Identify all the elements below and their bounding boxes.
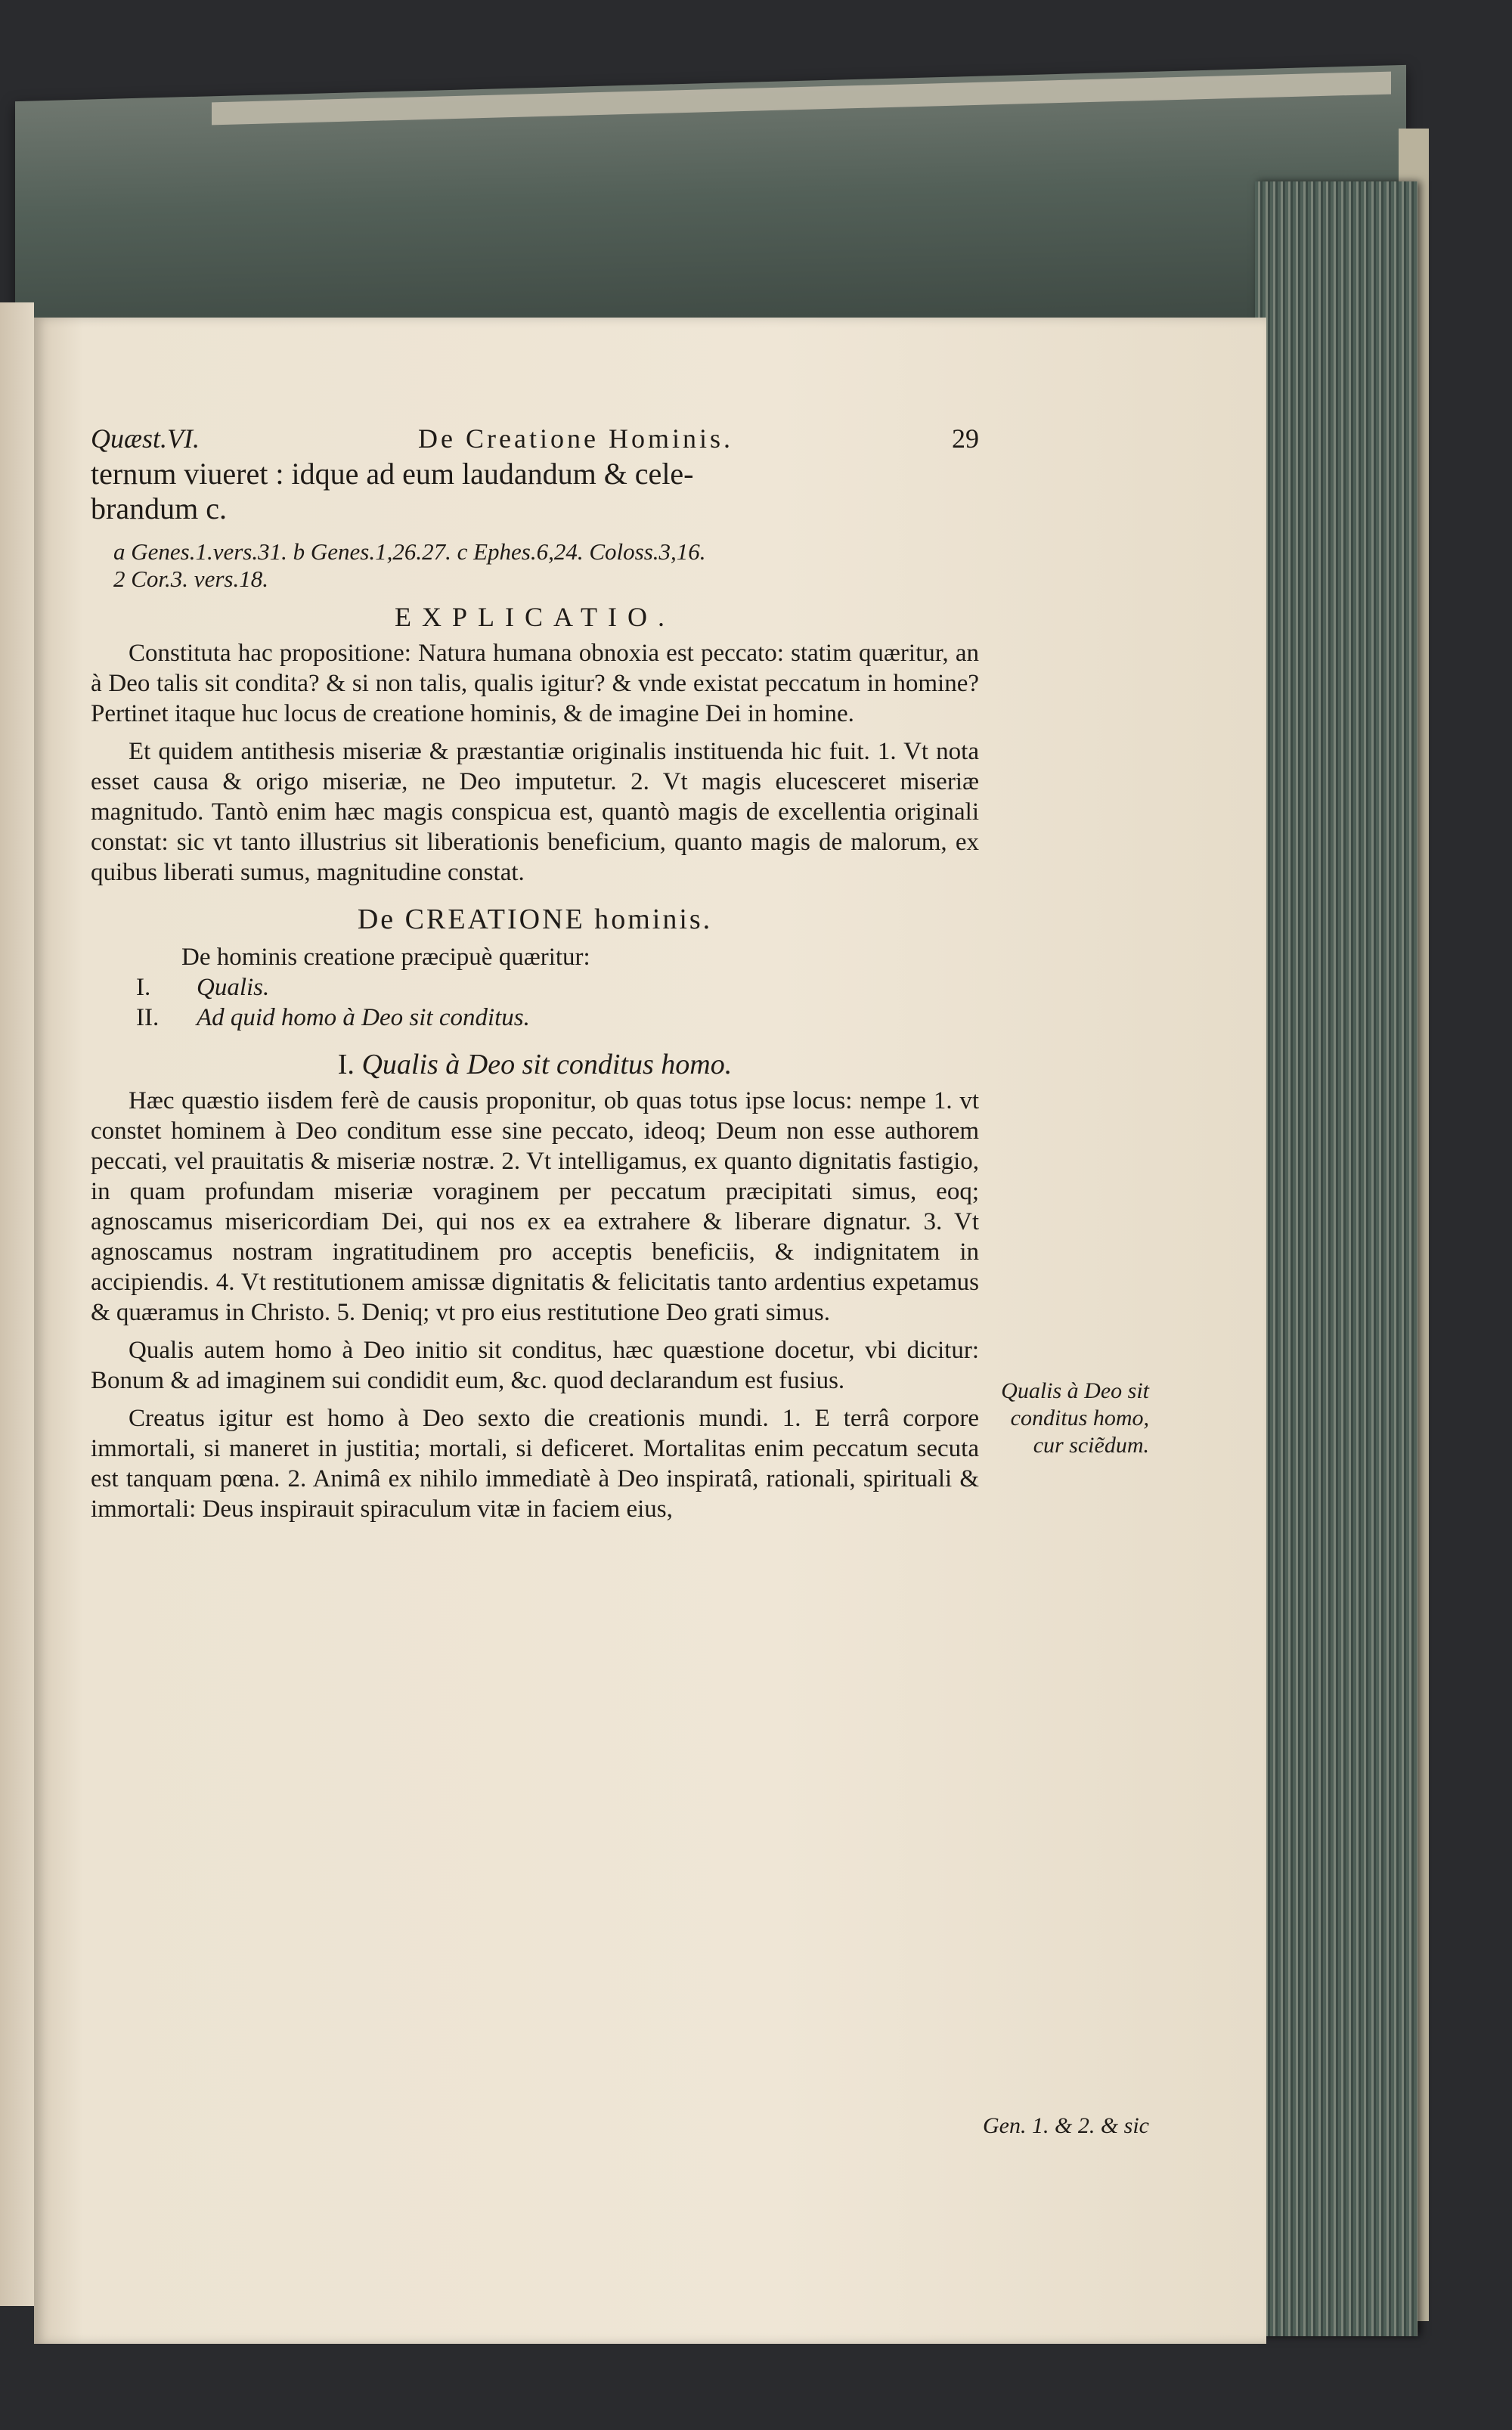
- subheading: [91, 1049, 979, 1080]
- section-heading: De CREATIONE hominis.: [357, 904, 713, 935]
- list-item: [136, 972, 979, 1003]
- list-text: Ad quid homo à Deo sit conditus.: [197, 1004, 530, 1031]
- header-quaestio: Quæst.VI.: [91, 423, 200, 454]
- footnote-line: a Genes.1.vers.31. b Genes.1,26.27. c Ephes.6,24. Coloss.3,16.: [113, 538, 706, 565]
- subheading-text: Qualis à Deo sit conditus homo.: [361, 1049, 733, 1080]
- margin-note: Gen. 1. & 2. & sic: [983, 2113, 1149, 2138]
- explicatio-heading: EXPLICATIO.: [395, 602, 675, 632]
- running-header: [91, 423, 979, 454]
- paragraph: Qualis autem homo à Deo initio sit conditus, hæc quæstione docetur, vbi dicitur: Bonum & ad imaginem sui condidit eum, &c. quod declarandum est fusius.: [91, 1337, 979, 1394]
- text-line: brandum c.: [91, 491, 227, 525]
- text-line: ternum viueret : idque ad eum laudandum & cele-: [91, 457, 694, 491]
- header-title: De Creatione Hominis.: [418, 423, 733, 454]
- paragraph: Creatus igitur est homo à Deo sexto die creationis mundi. 1. E terrâ corpore immortali, si maneret in justitia; mortali, si deficeret. Mortalitas enim peccatum secuta est tanquam pœna. 2. Animâ ex nihilo immediatè à Deo inspiratâ, rationali, spirituali & immortali: Deus inspirauit spiraculum vitæ in faciem eius,: [91, 1405, 979, 1523]
- footnotes: [113, 538, 979, 593]
- subheading-number: I.: [337, 1049, 355, 1080]
- footnote-line: 2 Cor.3. vers.18.: [113, 566, 268, 592]
- page-block-edge: [1255, 181, 1418, 2336]
- paragraph: Hæc quæstio iisdem ferè de causis proponitur, ob quas totus ipse locus: nempe 1. vt constet hominem à Deo conditum esse sine peccato, ideoq; Deum non esse authorem peccati, vel prauitatis & miseriæ nostræ. 2. Vt intelligamus, ex quanto dignitatis fastigio, in quam profundam miseriæ voraginem per peccatum præcipitati simus, eoq; agnoscamus misericordiam Dei, qui nos ex ea extrahere & liberare dignatur. 3. Vt agnoscamus nostram ingratitudinem pro acceptis beneficiis, & indignitatem in accipiendis. 4. Vt restitutionem amissæ dignitatis & felicitatis tanto ardentius expetamus & quæramus in Christo. 5. Deniq; vt pro eius restitutione Deo grati simus.: [91, 1087, 979, 1326]
- page-number: 29: [952, 423, 979, 454]
- page-text: [91, 423, 979, 1532]
- list-number: I.: [136, 974, 151, 1001]
- margin-note: Qualis à Deo sit conditus homo, cur sciẽdum.: [1001, 1378, 1149, 1458]
- left-page-sliver: [0, 302, 34, 2306]
- paragraph: Constituta hac propositione: Natura humana obnoxia est peccato: statim quæritur, an à Deo talis sit condita? & si non talis, qualis igitur? & vnde existat peccatum in homine? Pertinet itaque huc locus de creatione hominis, & de imagine Dei in homine.: [91, 640, 979, 727]
- list-number: II.: [136, 1004, 160, 1031]
- list-intro: De hominis creatione præcipuè quæritur:: [181, 944, 590, 971]
- list-item: [136, 1003, 979, 1033]
- list-text: Qualis.: [197, 974, 270, 1001]
- paragraph: Et quidem antithesis miseriæ & præstantiæ originalis instituenda hic fuit. 1. Vt nota esset causa & origo miseriæ, ne Deo imputetur. 2. Vt magis elucesceret miseriæ magnitudo. Tantò enim hæc magis conspicua est, quantò magis de excellentia originali constat: sic vt tanto illustrius sit liberationis beneficium, quanto magis de malorum, ex quibus liberati sumus, magnitudine constat.: [91, 738, 979, 886]
